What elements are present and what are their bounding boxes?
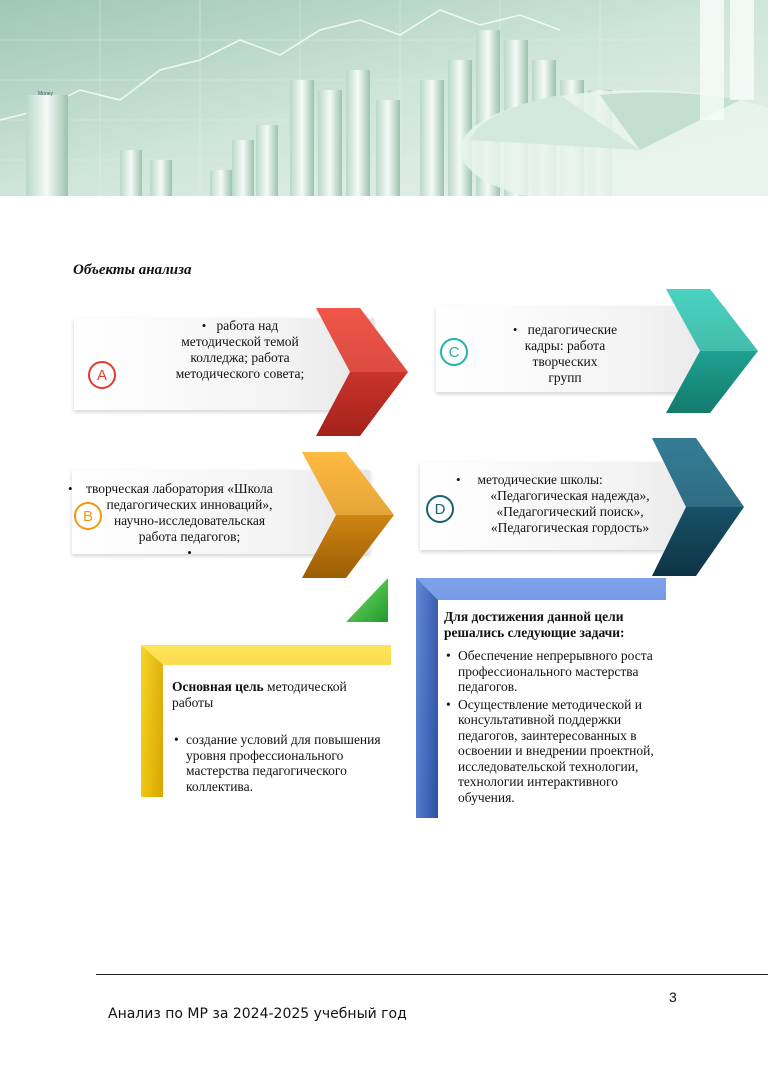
triangle-decoration-icon (346, 578, 388, 622)
svg-text:Money: Money (38, 91, 54, 97)
goal-item: • создание условий для повышения уровня профессионального мастерства педагогического коллектива. (186, 732, 382, 794)
tasks-text: Для достижения данной цели решались следующие задачи: • Обеспечение непрерывного роста профессионального мастерства педагогов. • Осуществление методической и консультативной поддержки педагогов, заинтересованных в освоении и внедрении проектной, исследовательской технологии, технологии интерактивного обучения. (444, 609, 662, 807)
chevron-c-icon (666, 289, 758, 413)
card-c-text: • педагогические кадры: работа творческих групп (512, 322, 618, 385)
header-banner-image (0, 0, 768, 196)
card-a-text: • работа над методической темой колледжа; работа методического совета; (175, 318, 305, 381)
letter-a-icon: A (88, 361, 116, 389)
goal-text: Основная цель методической работы • создание условий для повышения уровня профессионального мастерства педагогического коллектива. (172, 679, 382, 796)
letter-b-icon: B (74, 502, 102, 530)
letter-c-icon: C (440, 338, 468, 366)
footer-text: Анализ по МР за 2024-2025 учебный год (108, 1006, 407, 1022)
card-b-text: • творческая лаборатория «Школа педагогических инноваций», научно-исследовательская работа педагогов; • (68, 481, 273, 560)
section-title: Объекты анализа (73, 262, 192, 278)
card-d-text: • методические школы: «Педагогическая надежда», «Педагогический поиск», «Педагогическая гордость» (456, 472, 650, 535)
page-number: 3 (669, 989, 677, 1005)
task-item: • Осуществление методической и консультативной поддержки педагогов, заинтересованных в освоении и внедрении проектной, исследовательской технологии, технологии интерактивного обучения. (458, 697, 662, 806)
letter-d-icon: D (426, 495, 454, 523)
task-item: • Обеспечение непрерывного роста профессионального мастерства педагогов. (458, 648, 662, 695)
footer-divider (96, 974, 768, 975)
